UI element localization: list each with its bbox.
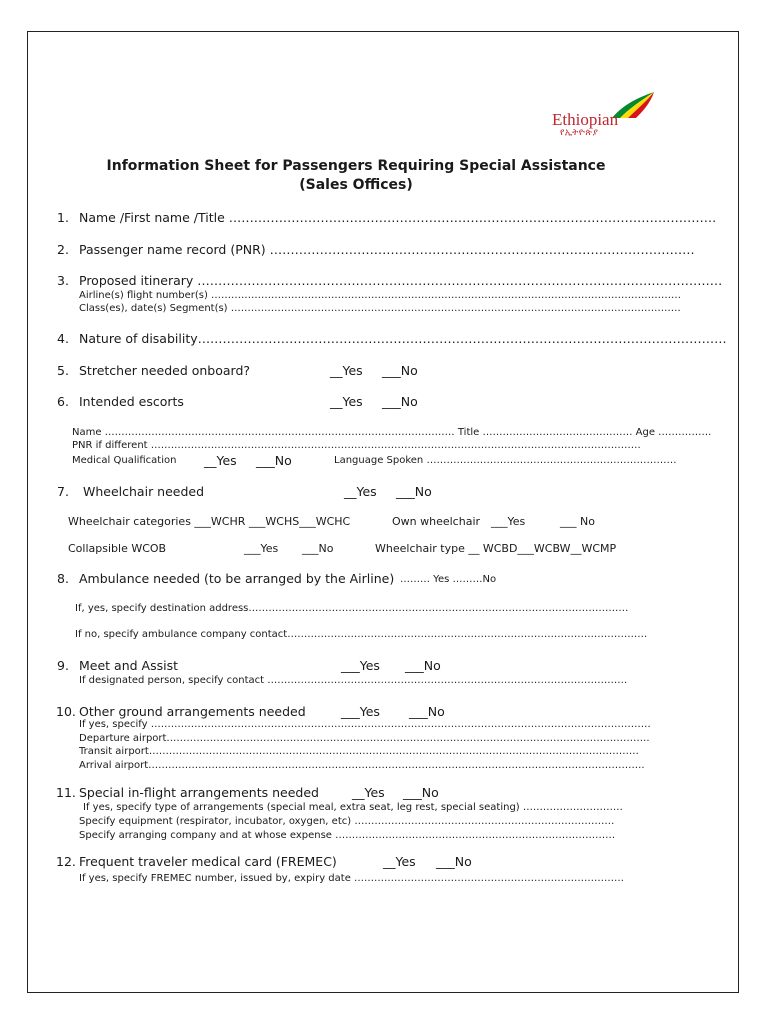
logo-wordmark: Ethiopian bbox=[552, 110, 619, 129]
stretcher-label: Stretcher needed onboard? bbox=[79, 363, 251, 378]
stretcher-yes-option[interactable]: __Yes bbox=[330, 363, 363, 378]
fremec-yes-option[interactable]: __Yes bbox=[383, 854, 416, 869]
item-number: 6. bbox=[57, 394, 69, 409]
page-subtitle: (Sales Offices) bbox=[299, 177, 413, 193]
disability-field[interactable]: Nature of disability….…………………………………………………………………………………………………………… bbox=[79, 331, 727, 346]
wheelchair-type-field[interactable]: Wheelchair type __ WCBD___WCBW__WCMP bbox=[375, 542, 617, 555]
ethiopian-logo bbox=[552, 92, 662, 142]
meet-assist-yes-option[interactable]: ___Yes bbox=[341, 658, 380, 673]
medical-qualification-label: Medical Qualification bbox=[72, 455, 177, 466]
equipment-field[interactable]: Specify equipment (respirator, incubator, oxygen, etc) …………………………………………………………………… bbox=[79, 816, 615, 827]
medical-qualification-yes-option[interactable]: __Yes bbox=[204, 453, 237, 468]
meet-assist-no-option[interactable]: ___No bbox=[405, 658, 441, 673]
departure-airport-field[interactable]: Departure airport………………………………………………………………………………………………………………………………. bbox=[79, 733, 650, 744]
wheelchair-label: Wheelchair needed bbox=[83, 484, 205, 499]
arranging-company-field[interactable]: Specify arranging company and at whose expense ………………………………………………………………………… bbox=[79, 830, 616, 841]
name-field[interactable]: Name /First name /Title ……………………………………………………………………………………………………… bbox=[79, 210, 717, 225]
ambulance-destination-field[interactable]: If, yes, specify destination address…………………………………………………………………………………………………… bbox=[75, 603, 629, 614]
itinerary-field[interactable]: Proposed itinerary ……………………………………………………………………………………………………………… bbox=[79, 273, 723, 288]
escort-name-field[interactable]: Name …………………………………………………………………………………………… Title ……………………………………… Age ……………. bbox=[72, 427, 712, 438]
arrangement-type-field[interactable]: If yes, specify type of arrangements (special meal, extra seat, leg rest, special seating) ………………………… bbox=[83, 802, 623, 813]
transit-airport-field[interactable]: Transit airport………………………………………………………………………………………………………………………………… bbox=[79, 746, 639, 757]
wheelchair-no-option[interactable]: ___No bbox=[396, 484, 432, 499]
flight-number-field[interactable]: Airline(s) flight number(s) …………………………………………………………………………………………………………………………… bbox=[79, 290, 682, 301]
escorts-yes-option[interactable]: __Yes bbox=[330, 394, 363, 409]
page-title: Information Sheet for Passengers Requiring Special Assistance bbox=[106, 158, 606, 174]
collapsible-yes-option[interactable]: ___Yes bbox=[244, 542, 279, 555]
class-segment-field[interactable]: Class(es), date(s) Segment(s) ……………………………………………………………………………………………………………………… bbox=[79, 303, 681, 314]
fremec-no-option[interactable]: ___No bbox=[436, 854, 472, 869]
ambulance-yes-no-option[interactable]: ……… Yes ………No bbox=[400, 574, 497, 585]
item-number: 1. bbox=[57, 210, 69, 225]
escort-pnr-field[interactable]: PNR if different ………………………………………………………………………………………………………………………………… bbox=[72, 440, 641, 451]
fremec-number-field[interactable]: If yes, specify FREMEC number, issued by, expiry date ……………………………………………………………………… bbox=[79, 873, 625, 884]
form-page-border bbox=[27, 31, 739, 993]
item-number: 12. bbox=[56, 854, 76, 869]
item-number: 9. bbox=[57, 658, 69, 673]
own-wheelchair-no-option[interactable]: ___ No bbox=[560, 515, 595, 528]
item-number: 3. bbox=[57, 273, 69, 288]
item-number: 5. bbox=[57, 363, 69, 378]
item-number: 8. bbox=[57, 571, 69, 586]
collapsible-wcob-label: Collapsible WCOB bbox=[68, 542, 167, 555]
collapsible-no-option[interactable]: ___No bbox=[302, 542, 334, 555]
ambulance-company-field[interactable]: If no, specify ambulance company contact……………………………………………………………………………………………… bbox=[75, 629, 648, 640]
medical-qualification-no-option[interactable]: ___No bbox=[256, 453, 292, 468]
fremec-label: Frequent traveler medical card (FREMEC) bbox=[79, 854, 337, 869]
language-spoken-field[interactable]: Language Spoken ………………………………………………………………… bbox=[334, 455, 677, 466]
own-wheelchair-label: Own wheelchair bbox=[392, 515, 481, 528]
stretcher-no-option[interactable]: ___No bbox=[382, 363, 418, 378]
inflight-arrangements-label: Special in-flight arrangements needed bbox=[79, 785, 319, 800]
inflight-no-option[interactable]: ___No bbox=[403, 785, 439, 800]
meet-assist-label: Meet and Assist bbox=[79, 658, 178, 673]
escorts-label: Intended escorts bbox=[79, 394, 184, 409]
designated-person-field[interactable]: If designated person, specify contact ……………………………………………………………………………………………… bbox=[79, 675, 628, 686]
escorts-no-option[interactable]: ___No bbox=[382, 394, 418, 409]
ground-specify-field[interactable]: If yes, specify …………………………………………………………………………………………………………………………………… bbox=[79, 719, 651, 730]
item-number: 11. bbox=[56, 785, 76, 800]
ground-arrangements-label: Other ground arrangements needed bbox=[79, 704, 306, 719]
item-number: 2. bbox=[57, 242, 69, 257]
inflight-yes-option[interactable]: __Yes bbox=[352, 785, 385, 800]
wheelchair-yes-option[interactable]: __Yes bbox=[344, 484, 377, 499]
item-number: 7. bbox=[57, 484, 69, 499]
pnr-field[interactable]: Passenger name record (PNR) ………………………………………………………………………………………… bbox=[79, 242, 695, 257]
arrival-airport-field[interactable]: Arrival airport………………………………………………………………………………………………………………………………….. bbox=[79, 760, 645, 771]
ground-arrangements-yes-option[interactable]: ___Yes bbox=[341, 704, 380, 719]
ambulance-label: Ambulance needed (to be arranged by the Airline) bbox=[79, 571, 395, 586]
logo-amharic: የኢትዮጵያ bbox=[560, 128, 599, 138]
item-number: 4. bbox=[57, 331, 69, 346]
own-wheelchair-yes-option[interactable]: ___Yes bbox=[491, 515, 526, 528]
wheelchair-categories-field[interactable]: Wheelchair categories ___WCHR ___WCHS___WCHC bbox=[68, 515, 351, 528]
ground-arrangements-no-option[interactable]: ___No bbox=[409, 704, 445, 719]
item-number: 10. bbox=[56, 704, 76, 719]
